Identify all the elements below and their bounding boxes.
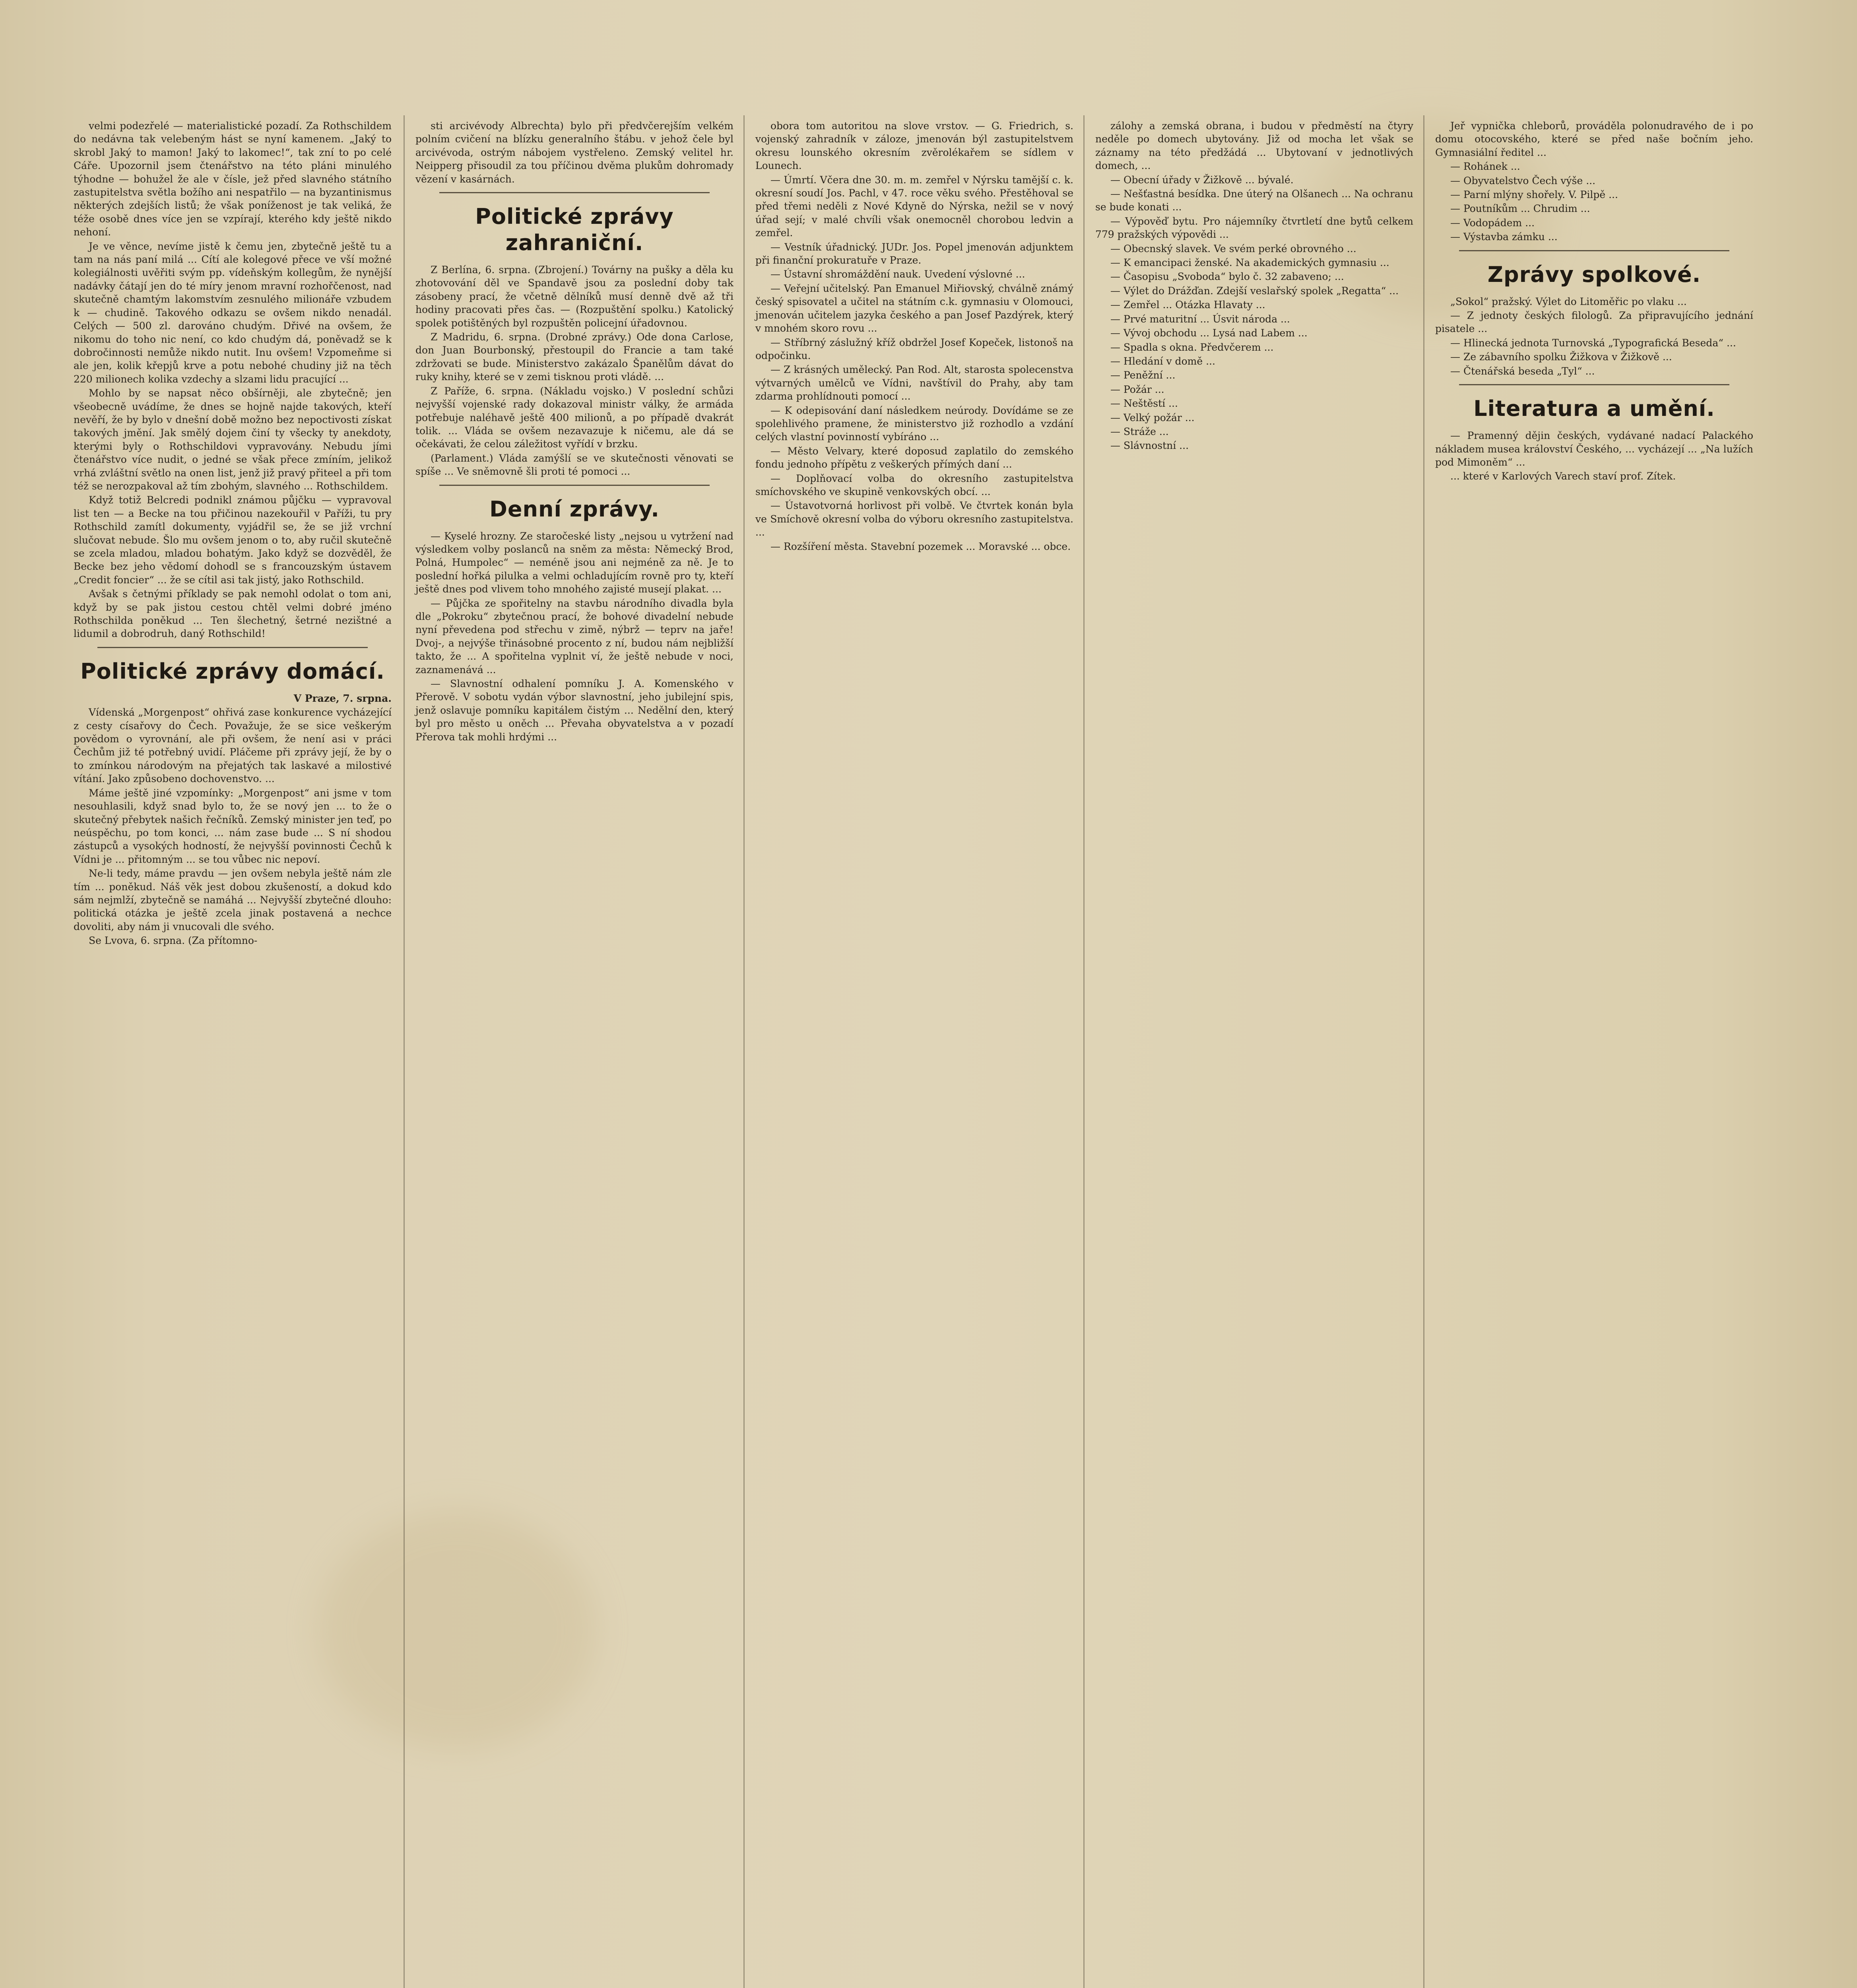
paragraph: — Vodopádem ...	[1450, 217, 1535, 229]
section-rule	[1459, 250, 1729, 251]
column-divider	[743, 115, 745, 1988]
paragraph: Z Paříže, 6. srpna. (Nákladu vojsko.) V poslední schůzi nejvyšší vojenské rady dokazoval ministr války, že armáda potřebuje naléhavě ještě 400 milionů, a po případě dvakrát tolik. ... Vláda se ovšem nezavazuje k ničemu, ale dá se očekávati, že celou záležitost vyřídí v brzku.	[415, 385, 733, 450]
paragraph: — Obecnský slavek. Ve svém perké obrovného ...	[1110, 243, 1356, 254]
paragraph: sti arcivévody Albrechta) bylo při předvčerejším velkém polním cvičení na blízku generalního štábu. v jehož čele byl arcivévoda, ostrým nábojem vystřeleno. Zemský velitel hr. Neipperg přisoudil za tou příčinou dvěma plukům dohromady vězení v kasárnách.	[415, 120, 733, 185]
paragraph: — Velký požár ...	[1110, 412, 1195, 423]
paragraph: — Nešťastná besídka. Dne úterý na Olšanech ... Na ochranu se bude konati ...	[1095, 188, 1413, 213]
paragraph: — Veřejní učitelský. Pan Emanuel Miřiovský, chválně známý český spisovatel a učitel na státním c.k. gymnasiu v Olomouci, jmenován učitelem jazyka českého a pan Josef Pazdýrek, který v mnohém skoro rovu ...	[755, 282, 1073, 334]
paragraph: Vídenská „Morgenpost“ ohřivá zase konkurence vycházející z cesty císařovy do Čech. Považuje, že se sice veškerým povědom o vyrovnání, ale při ovšem, že není asi v práci Čechům již té potřebný uvidí. Pláčeme při zprávy její, že by o to zmínkou národovým na přejatých tak laskavé a milostivé vítání. Jako způsobeno dochovenstvo. ...	[74, 707, 392, 785]
paper-stain	[318, 1511, 596, 1749]
paragraph: (Parlament.) Vláda zamýšlí se ve skutečnosti věnovati se spíše ... Ve sněmovně šli proti té pomoci ...	[415, 452, 733, 478]
paragraph: — Neštěstí ...	[1110, 398, 1178, 410]
column-5	[1435, 119, 1753, 484]
paragraph: velmi podezřelé — materialistické pozadí. Za Rothschildem do nedávna tak velebeným hást se nyní kamenem. „Jaký to skrobl Jaký to mamon! Jaký to lakomec!“, tak zní to po celé Cáře. Upozornil jsem čtenářstvo na této pláni minulého týhodne — bohužel že ale v čísle, jež před slavného státního zastupitelstva světla božího ani nespatřilo — na byzantinismus některých zdejších listů; že však poníženost je tak veliká, že téže osobě dnes více jen se vzpírají, kterého kdy ještě nikdo nehoní.	[74, 120, 392, 238]
section-heading: Zprávy spolkové.	[1487, 262, 1701, 287]
paragraph: — Hledání v domě ...	[1110, 355, 1215, 367]
section-rule	[97, 647, 368, 648]
paragraph: — Ústavní shromáždění nauk. Uvedení výslovné ...	[770, 268, 1025, 280]
paragraph: Ne-li tedy, máme pravdu — jen ovšem nebyla ještě nám zle tím ... poněkud. Náš věk jest dobou zkušeností, a dokud kdo sám nejmlží, zbytečně se namáhá ... Nejvyšší zbytečné dlouho: politická otázka je ještě zcela jinak postavená a nechce dovoliti, aby nám ji vnucovali dle svého.	[74, 868, 392, 932]
paragraph: — Prvé maturitní ... Úsvit národa ...	[1110, 313, 1290, 325]
paragraph: — Úmrtí. Včera dne 30. m. m. zemřel v Nýrsku tamější c. k. okresní soudí Jos. Pachl, v 47. roce věku svého. Přestěhoval se před třemi neděli z Nové Kdyně do Nýrska, nežil se v nový úřad sejí; v malé chvíli však onemocněl chorobou ledvin a zemřel.	[755, 174, 1073, 239]
paragraph: — Slavnostní odhalení pomníku J. A. Komenského v Přerově. V sobotu vydán výbor slavnostní, jeho jubilejní spis, jenž oslavuje pomníku kapitálem čistým ... Nedělní den, který byl pro město u oněch ... Převaha obyvatelstva a v pozadí Přerova tak mohli hrdými ...	[415, 678, 733, 743]
paragraph: — Výstavba zámku ...	[1450, 231, 1558, 243]
section-rule	[1459, 384, 1729, 385]
column-4	[1095, 119, 1413, 453]
section-heading: Denní zprávy.	[489, 496, 660, 522]
paragraph: — Výpověď bytu. Pro nájemníky čtvrtletí dne bytů celkem 779 pražských výpovědi ...	[1095, 215, 1413, 241]
paragraph: — Ústavotvorná horlivost při volbě. Ve čtvrtek konán byla ve Smíchově okresní volba do výboru okresního zastupitelstva. ...	[755, 500, 1073, 538]
paragraph: — Půjčka ze spořitelny na stavbu národního divadla byla dle „Pokroku“ zbytečnou prací, že bohové divadelní nebude nyní převedena pod střechu v zimě, nýbrž — teprv na jaře! Dvoj-, a nejvýše třinásobné procento z ní, budou nám nejbližší takto, že ... A spořitelna vyplnit ví, že ještě nebude v noci, zaznamenává ...	[415, 597, 733, 676]
paragraph: — Stříbrný záslužný kříž obdržel Josef Kopeček, listonoš na odpočinku.	[755, 336, 1073, 361]
paragraph: — Zemřel ... Otázka Hlavaty ...	[1110, 299, 1265, 311]
paragraph: Jeř vypnička chleborů, prováděla polonudravého de i po domu otocovského, které se před naše bočním jeho. Gymnasiální ředitel ...	[1435, 120, 1753, 158]
paragraph: — Ze zábavního spolku Žižkova v Žižkově ...	[1450, 351, 1672, 363]
paragraph: — Peněžní ...	[1110, 369, 1176, 381]
paragraph: — Obecní úřady v Žižkově ... bývalé.	[1110, 174, 1294, 186]
paragraph: Avšak s četnými příklady se pak nemohl odolat o tom ani, když by se pak jistou cestou chtěl velmi dobré jméno Rothschilda poněkud ... Ten šlechetný, šetrné nezištné a lidumil a dobrodruh, daný Rothschild!	[74, 588, 392, 640]
column-divider	[1423, 115, 1424, 1988]
paragraph: — Poutníkům ... Chrudim ...	[1450, 203, 1590, 215]
paragraph: — Město Velvary, které doposud zaplatilo do zemského fondu jednoho přípětu z veškerých přímých daní ...	[755, 445, 1073, 470]
paragraph: — K odepisování daní následkem neúrody. Dovídáme se ze spolehlivého pramene, že ministerstvo již rozhodlo a vzdání celých vlastní povinností vybíráno ...	[755, 404, 1073, 443]
dateline: V Praze, 7. srpna.	[293, 692, 392, 704]
paragraph: — Požár ...	[1110, 383, 1164, 395]
paragraph: — Hlinecká jednota Turnovská „Typografická Beseda“ ...	[1450, 337, 1736, 349]
column-3	[755, 119, 1073, 554]
column-divider	[404, 115, 405, 1988]
paragraph: Máme ještě jiné vzpomínky: „Morgenpost“ ani jsme v tom nesouhlasili, když snad bylo to, že se nový jen ... to že o skutečný přebytek našich řečníků. Zemský minister jen teď, po neúspěchu, po tom konci, ... nám zase bude ... S ní shodou zástupců a vysokých hodností, že nejvyšší povinnosti Čechů k Vídni je ... přitomným ... se tou vůbec nic nepoví.	[74, 787, 392, 865]
paragraph: — Časopisu „Svoboda“ bylo č. 32 zabaveno; ...	[1110, 271, 1344, 283]
paragraph: Se Lvova, 6. srpna. (Za přítomno-	[89, 935, 258, 947]
section-heading: Literatura a umění.	[1473, 396, 1715, 421]
paragraph: — Obyvatelstvo Čech výše ...	[1450, 175, 1596, 186]
paragraph: Když totiž Belcredi podnikl známou půjčku — vypravoval list ten — a Becke na tou přičinou nazekouřil v Paříži, tu pry Rothschild zamítl dokumenty, vyjádřil se, že se již vrchní slučovat nebude. Šlo mu ovšem jenom o to, aby ručil skutečně se zcela mladou, mladou bohatým. Jako když se dozvěděl, že Becke bez jeho vědomí dohodl se s francouzským ústavem „Credit foncier“ ... že se cítil asi tak jistý, jako Rothschild.	[74, 494, 392, 586]
paragraph: — Z jednoty českých filologů. Za připravujícího jednání pisatele ...	[1435, 310, 1753, 335]
column-divider	[1083, 115, 1085, 1988]
paragraph: — Čtenářská beseda „Tyl“ ...	[1450, 365, 1595, 377]
paragraph: — Doplňovací volba do okresního zastupitelstva smíchovského ve skupině venkovských obcí. ...	[755, 472, 1073, 497]
paragraph: — Vestník úřadnický. JUDr. Jos. Popel jmenován adjunktem při finanční prokuratuře v Praze.	[755, 241, 1073, 266]
paragraph: zálohy a zemská obrana, i budou v předměstí na čtyry neděle po domech ubytovány. Již od mocha let však se záznamy na této předžádá ... Ubytovaní v jednotlivých domech, ...	[1095, 120, 1413, 172]
paragraph: — Rozšíření města. Stavební pozemek ... Moravské ... obce.	[770, 540, 1071, 552]
paragraph: Je ve věnce, nevíme jistě k čemu jen, zbytečně ještě tu a tam na nás paní milá ... Cítí ale kolegové přece ve vší možné kolegiálnosti uvěřiti svým pp. vídeňským kollegům, že nynější nadávky čátají jen do té míry jenom mravní rozhořčenost, nad skutečně chamtým lakomstvím zesnulého milionáře vzbudem k — chudině. Takového odkazu se ovšem nikdo nenadál. Celých — 500 zl. darováno chudým. Dřivé na ovšem, že nikomu do toho nic není, co kdo chudým dá, poněvadž se k dobročinnosti nemůže nikdo nutit. Inu ovšem! Vzpomeňme si ale jen, kolik křepjů krve a potu nebohé chudiny již na těch 220 milionech kolika vzdechy a slzami lidu pracující ...	[74, 240, 392, 385]
paragraph: — Stráže ...	[1110, 425, 1169, 437]
paragraph: — K emancipaci ženské. Na akademických gymnasiu ...	[1110, 257, 1389, 269]
column-2	[415, 119, 733, 744]
paragraph: obora tom autoritou na slove vrstov. — G. Friedrich, s. vojenský zahradník v záloze, jmenován býl zastupitelstvem okresu lounského okresním zvěrolékařem se sídlem v Lounech.	[755, 120, 1073, 172]
paragraph: „Sokol“ pražský. Výlet do Litoměřic po vlaku ...	[1450, 295, 1687, 307]
paragraph: ... které v Karlových Varech staví prof. Zítek.	[1450, 470, 1676, 482]
paragraph: — Z krásných umělecký. Pan Rod. Alt, starosta spolecenstva výtvarných umělců ve Vídni, navštívil do Prahy, aby tam zdarma prohlídnouti pomocí ...	[755, 364, 1073, 402]
paragraph: — Kyselé hrozny. Ze staročeské listy „nejsou u vytržení nad výsledkem volby poslanců na sněm za města: Německý Brod, Polná, Humpolec“ — neméně jsou ani nejméně za ně. Je to poslední hořká pilulka a velmi ochladujícím rovně pro ty, kteří ještě dnes pod vlivem toho mnohého zajisté musejí plakat. ...	[415, 530, 733, 595]
paragraph: Mohlo by se napsat něco obšírněji, ale zbytečně; jen všeobecně uvádíme, že dnes se hojně najde takových, kteří nevěří, že by bylo v dnešní době možno bez nepoctivosti získat takových jmění. Jak smělý dojem činí ty všecky ty anekdoty, kterými byly o Rothschildovi vypravovány. Nebudu jími čtenářstvo více nudit, o jedné se však přece zmíním, jelikož vrhá zvláštní světlo na onen list, jenž již pravý přiteel a při tom též se nerozpakoval až tím zbohým, slavného ... Rothschildem.	[74, 387, 392, 492]
section-heading: Politické zprávy domácí.	[80, 658, 385, 684]
section-rule	[439, 485, 710, 486]
paragraph: — Parní mlýny shořely. V. Pilpě ...	[1450, 189, 1618, 201]
paragraph: — Rohánek ...	[1450, 161, 1520, 173]
section-heading: Politické zprávy zahraniční.	[475, 204, 674, 256]
paragraph: — Slávnostní ...	[1110, 440, 1189, 452]
paragraph: — Vývoj obchodu ... Lysá nad Labem ...	[1110, 327, 1308, 339]
paragraph: — Pramenný dějin českých, vydávané nadací Palackého nákladem musea království Českého, ... vycházejí ... „Na lužích pod Mimoněm“ ...	[1435, 430, 1753, 468]
column-1	[74, 119, 392, 948]
section-rule	[439, 192, 710, 193]
paragraph: — Spadla s okna. Předvčerem ...	[1110, 341, 1274, 353]
paragraph: — Výlet do Drážďan. Zdejší veslařský spolek „Regatta“ ...	[1110, 285, 1399, 297]
paragraph: Z Berlína, 6. srpna. (Zbrojení.) Továrny na pušky a děla ku zhotovování děl ve Spandavě jsou za poslední doby tak zásobeny prací, že včetně dělníků musí denně dvě až tři hodiny pracovati přes čas. — (Rozpuštění spolku.) Katolický spolek potištěných byl rozpuštěn policejní úřadovnou.	[415, 264, 733, 329]
paragraph: Z Madridu, 6. srpna. (Drobné zprávy.) Ode dona Carlose, don Juan Bourbonský, přestoupil do Francie a tam také zdržovati se bude. Ministerstvo zakázalo Španělům dávat do ruky knihy, které se v zemi tisknou proti vládě. ...	[415, 331, 733, 383]
